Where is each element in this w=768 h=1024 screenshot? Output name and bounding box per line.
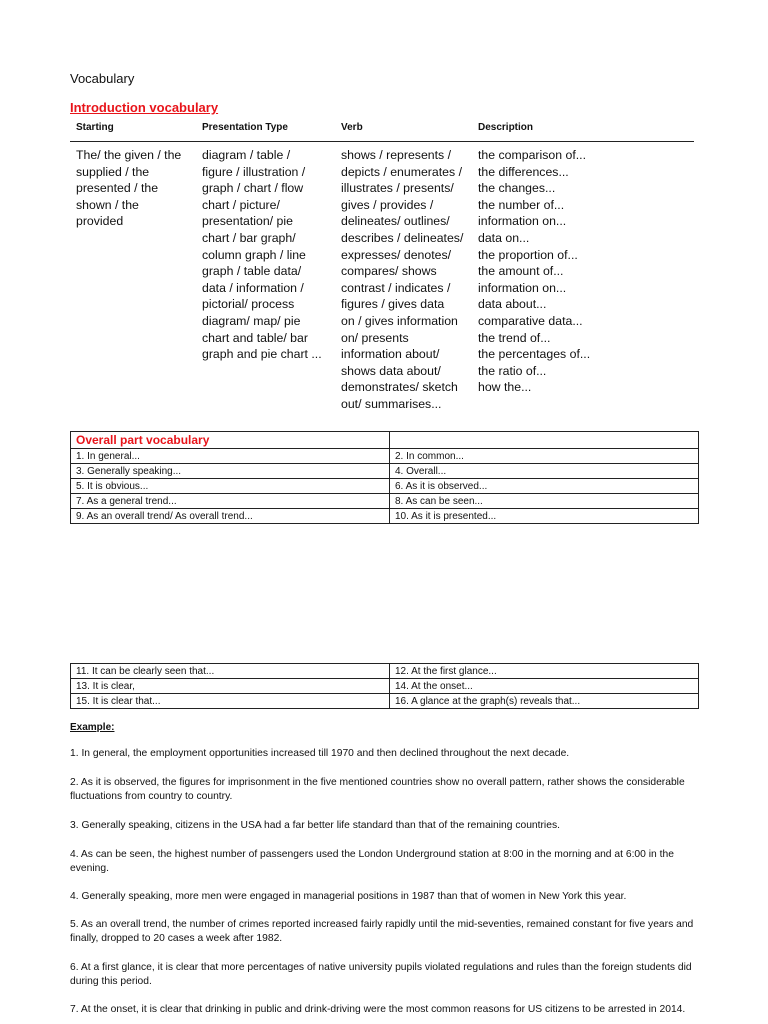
table-cell: 2. In common... [390,449,699,464]
table-row [71,509,699,524]
table-cell: 15. It is clear that... [71,694,390,709]
table-row [71,479,699,494]
table-cell: 8. As can be seen... [390,494,699,509]
table-cell: 1. In general... [71,449,390,464]
table-cell: 7. As a general trend... [71,494,390,509]
phrases-table [70,663,699,709]
table-row [71,449,699,464]
header-presentation-type: Presentation Type [202,122,288,133]
example-paragraph: 5. As an overall trend, the number of crimes reported increased fairly rapidly until the mid-seventies, remained constant for five years and finally, dropped to 20 cases a week after 1982. [70,919,694,944]
presentation-type-column: diagram / table / figure / illustration / graph / chart / flow chart / picture/ presentation/ pie chart / bar graph/ column graph / line graph / table data/ data / information / pictorial/ process diagram/ map/ pie chart and table/ bar graph and pie chart ... [202,148,322,362]
header-description: Description [478,122,534,133]
example-paragraph: 2. As it is observed, the figures for imprisonment in the five mentioned countries show no overall pattern, rather shows the considerable fluctuations from country to country. [70,777,685,802]
table-cell: 10. As it is presented... [390,509,699,524]
table-cell: 5. It is obvious... [71,479,390,494]
example-paragraph: 7. At the onset, it is clear that drinking in public and drink-driving were the most common reasons for US citizens to be arrested in 2014. [70,1004,686,1015]
header-starting: Starting [76,122,114,133]
table-cell: 11. It can be clearly seen that... [71,664,390,679]
table-row [71,664,699,679]
header-verb: Verb [341,122,363,133]
example-paragraph: 4. As can be seen, the highest number of passengers used the London Underground station at 8:00 in the morning and at 6:00 in the evening. [70,849,674,874]
overall-heading: Overall part vocabulary [71,432,390,449]
table-row [71,679,699,694]
table-cell [390,432,699,449]
document-title: Vocabulary [70,71,135,86]
table-cell: 14. At the onset... [390,679,699,694]
example-paragraph: 1. In general, the employment opportunities increased till 1970 and then declined throughout the next decade. [70,748,570,759]
overall-vocabulary-table [70,431,699,524]
table-cell: 13. It is clear, [71,679,390,694]
intro-table-header [70,122,694,142]
example-paragraph: 6. At a first glance, it is clear that more percentages of native university pupils violated regulations and rules than the foreign students did during this period. [70,962,692,987]
verb-column: shows / represents / depicts / enumerates / illustrates / presents/ gives / provides / delineates/ outlines/ describes / delineates/ expresses/ denotes/ compares/ shows contrast / indicates / figures / gives data on / gives information on/ presents information about/ shows data about/ demonstrates/ sketch out/ summarises... [341,148,464,411]
table-row [71,494,699,509]
table-cell: 12. At the first glance... [390,664,699,679]
table-cell: 16. A glance at the graph(s) reveals that... [390,694,699,709]
table-row [71,694,699,709]
table-cell: 6. As it is observed... [390,479,699,494]
starting-column: The/ the given / the supplied / the presented / the shown / the provided [76,148,182,229]
table-row [71,432,699,449]
intro-heading: Introduction vocabulary [70,100,219,115]
example-paragraph: 3. Generally speaking, citizens in the USA had a far better life standard than that of the remaining countries. [70,820,560,831]
example-label: Example: [70,722,115,733]
example-paragraph: 4. Generally speaking, more men were engaged in managerial positions in 1987 than that of women in New York this year. [70,891,627,902]
table-cell: 4. Overall... [390,464,699,479]
description-column: the comparison of... the differences... the changes... the number of... information on... data on... the proportion of... the amount of... information on... data about... comparative data... the trend of... the percentages of... the ratio of... how the... [478,148,591,395]
table-cell: 3. Generally speaking... [71,464,390,479]
table-row [71,464,699,479]
table-cell: 9. As an overall trend/ As overall trend... [71,509,390,524]
